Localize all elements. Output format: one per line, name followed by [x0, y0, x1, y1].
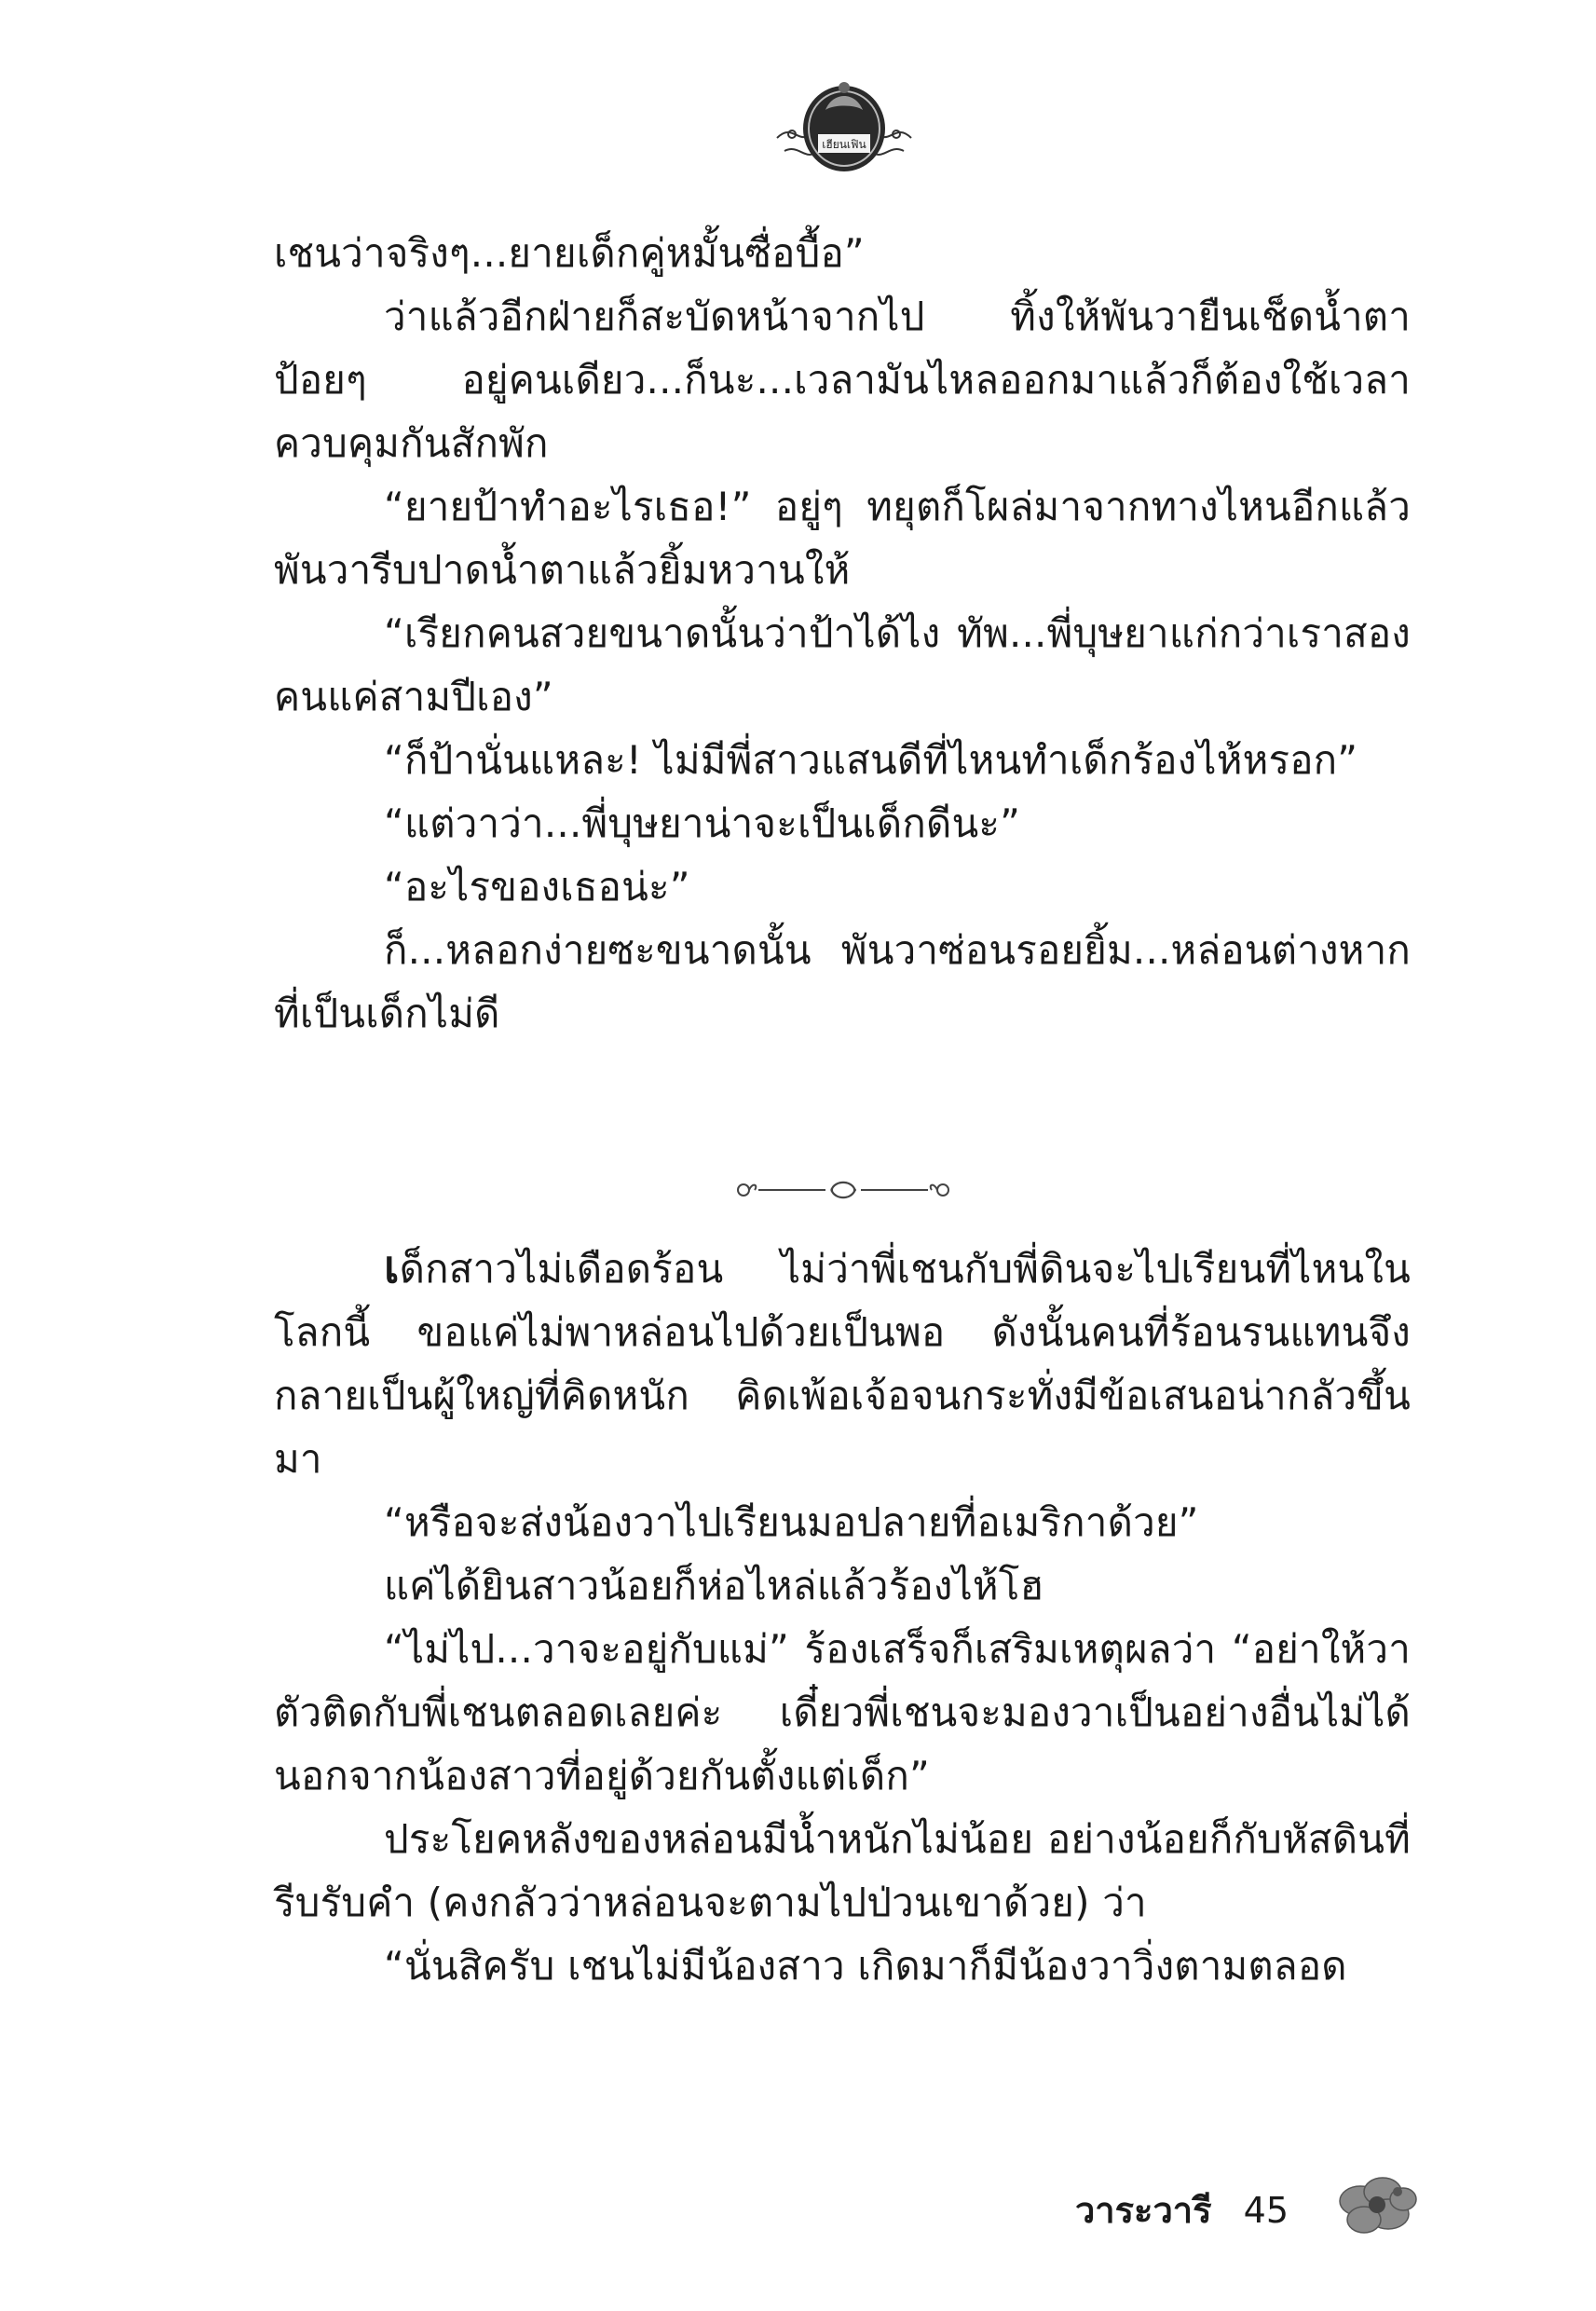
- page-footer: [897, 2188, 1289, 2233]
- paragraph: ก็...หลอกง่ายซะขนาดนั้น พันวาซ่อนรอยยิ้ม...หล่อนต่างหากที่เป็นเด็กไม่ดี: [274, 927, 1411, 1036]
- paragraph: แค่ได้ยินสาวน้อยก็ห่อไหล่แล้วร้องไห้โฮ: [384, 1563, 1044, 1608]
- paragraph: “อะไรของเธอน่ะ”: [384, 864, 690, 909]
- section-two: [274, 1236, 1411, 1998]
- publisher-emblem-icon: [771, 73, 917, 177]
- page-number: 45: [1243, 2190, 1289, 2231]
- book-title: วาระวารี: [1074, 2190, 1212, 2231]
- paragraph: “ก็ป้านั่นแหละ! ไม่มีพี่สาวแสนดีที่ไหนทำเด็กร้องไห้หรอก”: [384, 737, 1358, 783]
- paragraph: “ยายป้าทำอะไรเธอ!” อยู่ๆ ทยุตก็โผล่มาจากทางไหนอีกแล้ว พันวารีบปาดน้ำตาแล้วยิ้มหวานให้: [274, 484, 1411, 593]
- paragraph: “แต่วาว่า...พี่บุษยาน่าจะเป็นเด็กดีนะ”: [384, 800, 1021, 846]
- paragraph: ว่าแล้วอีกฝ่ายก็สะบัดหน้าจากไป ทิ้งให้พันวายืนเช็ดน้ำตาป้อยๆ อยู่คนเดียว...ก็นะ...เวลามันไหลออกมาแล้วก็ต้องใช้เวลาควบคุมกันสักพัก: [274, 294, 1411, 466]
- flower-ornament-icon: [1323, 2164, 1425, 2240]
- publisher-logo-text: เฮียนเฟิน: [822, 138, 866, 151]
- section-divider-icon: [727, 1176, 960, 1204]
- paragraph: ประโยคหลังของหล่อนมีน้ำหนักไม่น้อย อย่างน้อยก็กับหัสดินที่รีบรับคำ (คงกลัวว่าหล่อนจะตามไปป่วนเขาด้วย) ว่า: [274, 1816, 1411, 1925]
- paragraph: “หรือจะส่งน้องวาไปเรียนมอปลายที่อเมริกาด้วย”: [384, 1499, 1199, 1545]
- paragraph: “เรียกคนสวยขนาดนั้นว่าป้าได้ไง ทัพ...พี่บุษยาแก่กว่าเราสองคนแค่สามปีเอง”: [274, 610, 1411, 719]
- section-one: [274, 222, 1411, 1046]
- paragraph: “นั่นสิครับ เชนไม่มีน้องสาว เกิดมาก็มีน้องวาวิ่งตามตลอด: [384, 1943, 1347, 1989]
- drop-cap-letter: เ: [384, 1241, 400, 1293]
- opening-paragraph-text: ด็กสาวไม่เดือดร้อน ไม่ว่าพี่เชนกับพี่ดินจะไปเรียนที่ไหนในโลกนี้ ขอแค่ไม่พาหล่อนไปด้วยเป็นพอ ดังนั้นคนที่ร้อนรนแทนจึงกลายเป็นผู้ใหญ่ที่คิดหนัก คิดเพ้อเจ้อจนกระทั่งมีข้อเสนอน่ากลัวขึ้นมา: [274, 1246, 1411, 1482]
- opening-paragraph: [274, 1236, 1411, 1491]
- paragraph: “ไม่ไป...วาจะอยู่กับแม่” ร้องเสร็จก็เสริมเหตุผลว่า “อย่าให้วาตัวติดกับพี่เชนตลอดเลยค่ะ เดี๋ยวพี่เชนจะมองวาเป็นอย่างอื่นไม่ได้นอกจากน้องสาวที่อยู่ด้วยกันตั้งแต่เด็ก”: [274, 1626, 1411, 1798]
- paragraph: เชนว่าจริงๆ...ยายเด็กคู่หมั้นซื่อบื้อ”: [274, 230, 865, 276]
